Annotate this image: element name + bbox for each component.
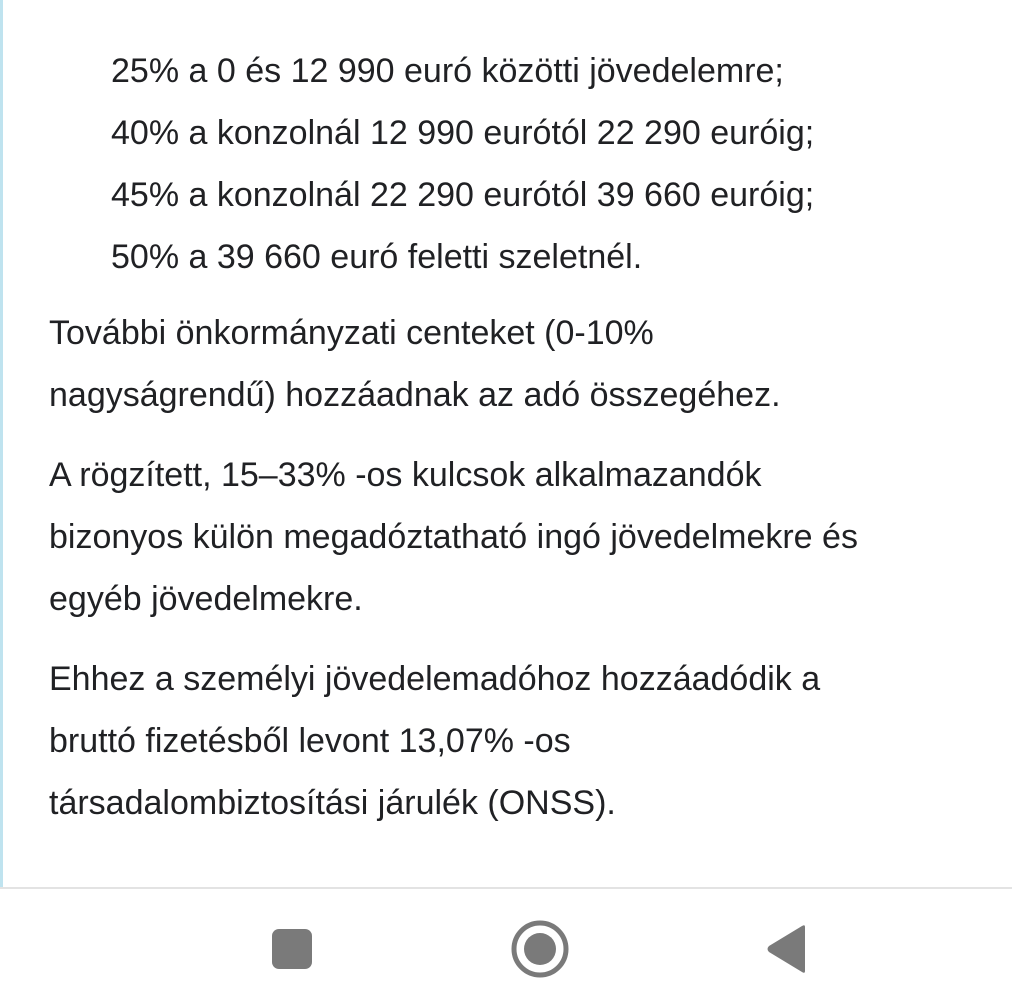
text-line: bizonyos külön megadóztatható ingó jövedelmekre és <box>49 518 858 556</box>
system-navigation-bar <box>0 889 1012 997</box>
square-recents-icon <box>269 926 315 972</box>
paragraph-fixed-rates <box>49 444 858 630</box>
recents-button[interactable] <box>262 919 322 979</box>
list-item: 45% a konzolnál 22 290 eurótól 39 660 euróig; <box>111 176 815 214</box>
list-item: 40% a konzolnál 12 990 eurótól 22 290 euróig; <box>111 114 815 152</box>
triangle-back-icon <box>761 923 811 975</box>
text-line: bruttó fizetésből levont 13,07% -os <box>49 722 571 760</box>
paragraph-social-security <box>49 648 820 834</box>
circle-home-icon <box>510 919 570 979</box>
text-line: egyéb jövedelmekre. <box>49 580 363 618</box>
back-button[interactable] <box>756 919 816 979</box>
text-line: Ehhez a személyi jövedelemadóhoz hozzáadódik a <box>49 660 821 698</box>
text-line: társadalombiztosítási járulék (ONSS). <box>49 784 616 822</box>
text-line: nagyságrendű) hozzáadnak az adó összegéhez. <box>49 376 781 414</box>
paragraph-municipal-cents <box>49 302 781 426</box>
text-line: A rögzített, 15–33% -os kulcsok alkalmazandók <box>49 456 762 494</box>
text-line: További önkormányzati centeket (0-10% <box>49 314 654 352</box>
list-item: 25% a 0 és 12 990 euró közötti jövedelemre; <box>111 52 784 90</box>
home-button[interactable] <box>510 919 570 979</box>
tax-rate-list <box>111 40 814 288</box>
list-item: 50% a 39 660 euró feletti szeletnél. <box>111 238 643 276</box>
